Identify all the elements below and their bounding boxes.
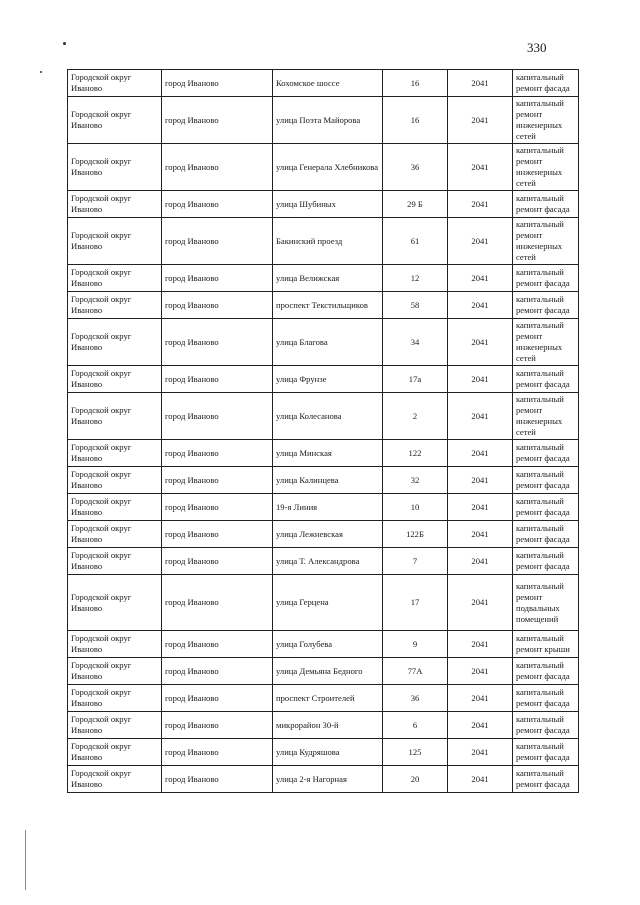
- cell-municipality: Городской округ Иваново: [68, 393, 162, 440]
- cell-house: 58: [383, 292, 448, 319]
- cell-municipality: Городской округ Иваново: [68, 319, 162, 366]
- cell-street: улица Минская: [273, 440, 383, 467]
- table-row: [68, 393, 579, 440]
- cell-locality: город Иваново: [162, 548, 273, 575]
- cell-street: улица Голубева: [273, 631, 383, 658]
- cell-locality: город Иваново: [162, 521, 273, 548]
- cell-house: 12: [383, 265, 448, 292]
- cell-locality: город Иваново: [162, 575, 273, 631]
- cell-street: улица Шубиных: [273, 191, 383, 218]
- cell-year: 2041: [448, 712, 513, 739]
- repair-registry-table: [67, 69, 579, 793]
- cell-work: капитальный ремонт фасада: [513, 712, 579, 739]
- cell-year: 2041: [448, 658, 513, 685]
- cell-work: капитальный ремонт фасада: [513, 440, 579, 467]
- cell-municipality: Городской округ Иваново: [68, 685, 162, 712]
- cell-locality: город Иваново: [162, 366, 273, 393]
- cell-house: 16: [383, 97, 448, 144]
- table-row: [68, 467, 579, 494]
- table-row: [68, 494, 579, 521]
- cell-municipality: Городской округ Иваново: [68, 631, 162, 658]
- cell-house: 9: [383, 631, 448, 658]
- scan-speck: [63, 42, 66, 45]
- table-row: [68, 521, 579, 548]
- cell-year: 2041: [448, 366, 513, 393]
- cell-year: 2041: [448, 766, 513, 793]
- table-row: [68, 191, 579, 218]
- cell-house: 122Б: [383, 521, 448, 548]
- cell-house: 20: [383, 766, 448, 793]
- cell-municipality: Городской округ Иваново: [68, 265, 162, 292]
- cell-house: 10: [383, 494, 448, 521]
- cell-year: 2041: [448, 685, 513, 712]
- table-row: [68, 712, 579, 739]
- cell-street: Кохомское шоссе: [273, 70, 383, 97]
- cell-year: 2041: [448, 631, 513, 658]
- cell-street: улица Колесанова: [273, 393, 383, 440]
- cell-work: капитальный ремонт фасада: [513, 292, 579, 319]
- cell-municipality: Городской округ Иваново: [68, 144, 162, 191]
- table-row: [68, 97, 579, 144]
- cell-year: 2041: [448, 319, 513, 366]
- table-row: [68, 144, 579, 191]
- cell-year: 2041: [448, 440, 513, 467]
- table-row: [68, 218, 579, 265]
- cell-locality: город Иваново: [162, 393, 273, 440]
- cell-municipality: Городской округ Иваново: [68, 521, 162, 548]
- cell-locality: город Иваново: [162, 292, 273, 319]
- cell-street: проспект Строителей: [273, 685, 383, 712]
- cell-locality: город Иваново: [162, 766, 273, 793]
- cell-year: 2041: [448, 191, 513, 218]
- cell-locality: город Иваново: [162, 494, 273, 521]
- cell-year: 2041: [448, 265, 513, 292]
- cell-house: 34: [383, 319, 448, 366]
- cell-work: капитальный ремонт фасада: [513, 467, 579, 494]
- cell-locality: город Иваново: [162, 467, 273, 494]
- cell-work: капитальный ремонт фасада: [513, 191, 579, 218]
- cell-work: капитальный ремонт фасада: [513, 658, 579, 685]
- cell-work: капитальный ремонт крыши: [513, 631, 579, 658]
- table-row: [68, 292, 579, 319]
- cell-house: 125: [383, 739, 448, 766]
- cell-street: улица Поэта Майорова: [273, 97, 383, 144]
- cell-house: 32: [383, 467, 448, 494]
- cell-street: улица Благова: [273, 319, 383, 366]
- scan-speck: [40, 71, 42, 73]
- cell-street: улица 2-я Нагорная: [273, 766, 383, 793]
- table-row: [68, 766, 579, 793]
- cell-year: 2041: [448, 144, 513, 191]
- cell-street: улица Калинцева: [273, 467, 383, 494]
- cell-municipality: Городской округ Иваново: [68, 218, 162, 265]
- cell-house: 36: [383, 685, 448, 712]
- cell-year: 2041: [448, 292, 513, 319]
- table-row: [68, 658, 579, 685]
- table-row: [68, 265, 579, 292]
- cell-street: Бакинский проезд: [273, 218, 383, 265]
- table-body: [68, 70, 579, 793]
- table-row: [68, 366, 579, 393]
- cell-work: капитальный ремонт инженерных сетей: [513, 393, 579, 440]
- cell-house: 16: [383, 70, 448, 97]
- cell-municipality: Городской округ Иваново: [68, 70, 162, 97]
- cell-year: 2041: [448, 739, 513, 766]
- cell-work: капитальный ремонт инженерных сетей: [513, 218, 579, 265]
- cell-house: 6: [383, 712, 448, 739]
- cell-municipality: Городской округ Иваново: [68, 548, 162, 575]
- cell-work: капитальный ремонт фасада: [513, 366, 579, 393]
- cell-locality: город Иваново: [162, 631, 273, 658]
- cell-house: 17а: [383, 366, 448, 393]
- cell-house: 61: [383, 218, 448, 265]
- cell-year: 2041: [448, 494, 513, 521]
- cell-municipality: Городской округ Иваново: [68, 575, 162, 631]
- cell-locality: город Иваново: [162, 319, 273, 366]
- scan-edge-line: [25, 830, 26, 890]
- cell-street: улица Фрунзе: [273, 366, 383, 393]
- cell-year: 2041: [448, 97, 513, 144]
- cell-locality: город Иваново: [162, 739, 273, 766]
- cell-street: улица Герцена: [273, 575, 383, 631]
- cell-work: капитальный ремонт фасада: [513, 521, 579, 548]
- cell-municipality: Городской округ Иваново: [68, 97, 162, 144]
- cell-locality: город Иваново: [162, 685, 273, 712]
- cell-work: капитальный ремонт фасада: [513, 265, 579, 292]
- cell-locality: город Иваново: [162, 265, 273, 292]
- table-row: [68, 70, 579, 97]
- cell-locality: город Иваново: [162, 218, 273, 265]
- cell-municipality: Городской округ Иваново: [68, 739, 162, 766]
- cell-municipality: Городской округ Иваново: [68, 292, 162, 319]
- cell-house: 29 Б: [383, 191, 448, 218]
- cell-municipality: Городской округ Иваново: [68, 366, 162, 393]
- table-row: [68, 319, 579, 366]
- table-row: [68, 631, 579, 658]
- table-row: [68, 440, 579, 467]
- cell-street: микрорайон 30-й: [273, 712, 383, 739]
- cell-locality: город Иваново: [162, 191, 273, 218]
- cell-work: капитальный ремонт подвальных помещений: [513, 575, 579, 631]
- cell-work: капитальный ремонт фасада: [513, 494, 579, 521]
- cell-municipality: Городской округ Иваново: [68, 467, 162, 494]
- cell-street: улица Демьяна Бедного: [273, 658, 383, 685]
- cell-street: улица Т. Александрова: [273, 548, 383, 575]
- cell-year: 2041: [448, 393, 513, 440]
- table-row: [68, 548, 579, 575]
- cell-house: 36: [383, 144, 448, 191]
- cell-house: 2: [383, 393, 448, 440]
- cell-municipality: Городской округ Иваново: [68, 494, 162, 521]
- cell-street: улица Кудряшова: [273, 739, 383, 766]
- cell-year: 2041: [448, 70, 513, 97]
- cell-locality: город Иваново: [162, 70, 273, 97]
- cell-year: 2041: [448, 548, 513, 575]
- cell-street: улица Лежневская: [273, 521, 383, 548]
- cell-year: 2041: [448, 467, 513, 494]
- cell-municipality: Городской округ Иваново: [68, 191, 162, 218]
- cell-locality: город Иваново: [162, 440, 273, 467]
- cell-street: улица Генерала Хлебникова: [273, 144, 383, 191]
- table-row: [68, 685, 579, 712]
- cell-year: 2041: [448, 218, 513, 265]
- cell-house: 77А: [383, 658, 448, 685]
- table-row: [68, 739, 579, 766]
- cell-street: 19-я Линия: [273, 494, 383, 521]
- cell-municipality: Городской округ Иваново: [68, 658, 162, 685]
- cell-street: улица Велижская: [273, 265, 383, 292]
- cell-work: капитальный ремонт инженерных сетей: [513, 97, 579, 144]
- cell-work: капитальный ремонт инженерных сетей: [513, 144, 579, 191]
- table-row: [68, 575, 579, 631]
- cell-year: 2041: [448, 521, 513, 548]
- cell-locality: город Иваново: [162, 97, 273, 144]
- cell-municipality: Городской округ Иваново: [68, 440, 162, 467]
- cell-work: капитальный ремонт инженерных сетей: [513, 319, 579, 366]
- cell-work: капитальный ремонт фасада: [513, 766, 579, 793]
- cell-work: капитальный ремонт фасада: [513, 548, 579, 575]
- page-number: 330: [527, 40, 547, 55]
- cell-locality: город Иваново: [162, 144, 273, 191]
- cell-house: 122: [383, 440, 448, 467]
- cell-year: 2041: [448, 575, 513, 631]
- cell-house: 17: [383, 575, 448, 631]
- cell-house: 7: [383, 548, 448, 575]
- cell-municipality: Городской округ Иваново: [68, 712, 162, 739]
- cell-street: проспект Текстильщиков: [273, 292, 383, 319]
- cell-municipality: Городской округ Иваново: [68, 766, 162, 793]
- cell-work: капитальный ремонт фасада: [513, 70, 579, 97]
- cell-work: капитальный ремонт фасада: [513, 739, 579, 766]
- cell-work: капитальный ремонт фасада: [513, 685, 579, 712]
- cell-locality: город Иваново: [162, 658, 273, 685]
- cell-locality: город Иваново: [162, 712, 273, 739]
